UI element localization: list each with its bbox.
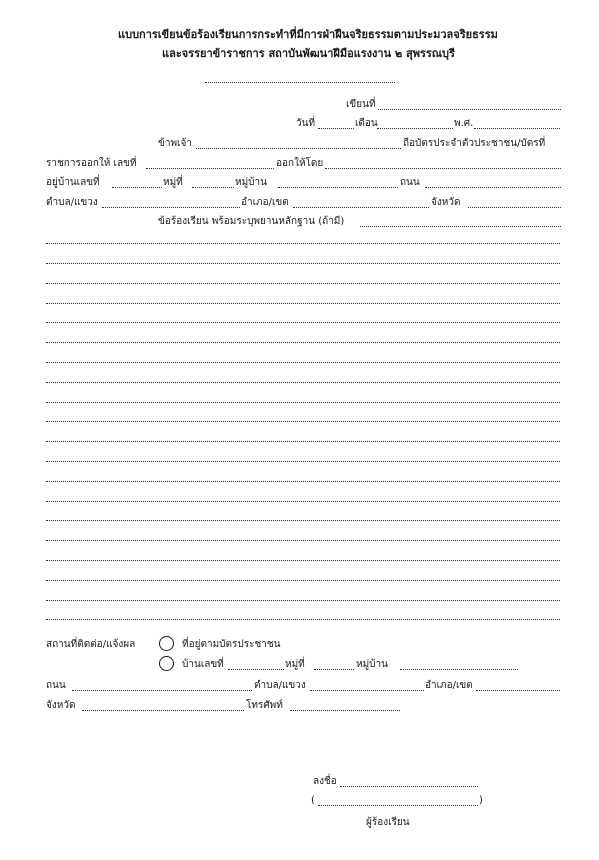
complainant-role: ผู้ร้องเรียน xyxy=(366,817,410,828)
year-label: พ.ศ. xyxy=(454,118,474,129)
contact-village-label: หมู่บ้าน xyxy=(356,659,388,670)
issued-by-field[interactable] xyxy=(325,168,561,169)
complaint-heading-field[interactable] xyxy=(360,226,561,227)
complaint-line[interactable] xyxy=(46,283,560,284)
complaint-line[interactable] xyxy=(46,540,560,541)
house-no-field[interactable] xyxy=(112,187,162,188)
complaint-line[interactable] xyxy=(46,481,560,482)
village-label: หมู่บ้าน xyxy=(235,177,267,188)
contact-subdistrict-field[interactable] xyxy=(310,690,424,691)
complaint-line[interactable] xyxy=(46,382,560,383)
contact-province-field[interactable] xyxy=(82,710,244,711)
day-label: วันที่ xyxy=(296,118,316,129)
contact-label: สถานที่ติดต่อ/แจ้งผล xyxy=(46,639,136,650)
contact-village-field[interactable] xyxy=(400,669,518,670)
issued-by-label: ออกให้โดย xyxy=(276,158,324,169)
contact-option1-label: ที่อยู่ตามบัตรประชาชน xyxy=(182,639,281,650)
contact-moo-label: หมู่ที่ xyxy=(285,659,305,670)
open-paren: ( xyxy=(311,795,315,806)
form-title-line1: แบบการเขียนข้อร้องเรียนการกระทำที่มีการฝ่าฝืนจริยธรรมตามประมวลจริยธรรม xyxy=(118,28,498,41)
contact-road-label: ถนน xyxy=(46,680,66,691)
form-title-line2: และจรรยาข้าราชการ สถาบันพัฒนาฝีมือแรงงาน ๒ สุพรรณบุรี xyxy=(162,47,455,60)
contact-phone-label: โทรศัพท์ xyxy=(246,700,283,711)
complaint-line[interactable] xyxy=(46,402,560,403)
road-field[interactable] xyxy=(425,187,561,188)
contact-road-field[interactable] xyxy=(72,690,252,691)
road-label: ถนน xyxy=(400,177,420,188)
printed-name-field[interactable] xyxy=(318,805,478,806)
complaint-heading: ข้อร้องเรียน พร้อมระบุพยานหลักฐาน (ถ้ามี) xyxy=(158,216,345,227)
house-no-label: อยู่บ้านเลขที่ xyxy=(46,177,100,188)
sign-label: ลงชื่อ xyxy=(313,776,337,787)
moo-label: หมู่ที่ xyxy=(163,177,183,188)
contact-house-no-field[interactable] xyxy=(228,669,284,670)
close-paren: ) xyxy=(479,795,483,806)
village-field[interactable] xyxy=(278,187,398,188)
complaint-line[interactable] xyxy=(46,580,560,581)
day-field[interactable] xyxy=(318,128,354,129)
title-underline xyxy=(205,82,395,83)
contact-district-field[interactable] xyxy=(476,690,560,691)
complaint-line[interactable] xyxy=(46,322,560,323)
district-label: อำเภอ/เขต xyxy=(241,197,289,208)
written-at-field[interactable] xyxy=(378,109,561,110)
complaint-line[interactable] xyxy=(46,560,560,561)
i-label: ข้าพเจ้า xyxy=(158,138,192,149)
radio-id-card-address[interactable] xyxy=(159,636,174,651)
complaint-line[interactable] xyxy=(46,362,560,363)
moo-field[interactable] xyxy=(192,187,234,188)
month-field[interactable] xyxy=(377,128,453,129)
subdistrict-field[interactable] xyxy=(102,207,240,208)
month-label: เดือน xyxy=(355,118,378,129)
complaint-line[interactable] xyxy=(46,619,560,620)
radio-other-address[interactable] xyxy=(159,656,174,671)
contact-subdistrict-label: ตำบล/แขวง xyxy=(254,680,306,691)
contact-district-label: อำเภอ/เขต xyxy=(425,680,473,691)
contact-phone-field[interactable] xyxy=(290,710,400,711)
complaint-line[interactable] xyxy=(46,501,560,502)
province-field[interactable] xyxy=(468,207,561,208)
id-number-field[interactable] xyxy=(146,168,274,169)
subdistrict-label: ตำบล/แขวง xyxy=(46,197,98,208)
name-field[interactable] xyxy=(196,148,401,149)
gov-issued-label: ราชการออกให้ เลขที่ xyxy=(46,158,137,169)
complaint-line[interactable] xyxy=(46,421,560,422)
complaint-line[interactable] xyxy=(46,342,560,343)
contact-option2-label: บ้านเลขที่ xyxy=(182,659,224,670)
complaint-line[interactable] xyxy=(46,303,560,304)
complaint-line[interactable] xyxy=(46,243,560,244)
written-at-label: เขียนที่ xyxy=(346,99,376,110)
complaint-line[interactable] xyxy=(46,520,560,521)
year-field[interactable] xyxy=(474,128,560,129)
complaint-line[interactable] xyxy=(46,461,560,462)
complaint-line[interactable] xyxy=(46,263,560,264)
holding-id-label: ถือบัตรประจำตัวประชาชน/บัตรที่ xyxy=(403,138,546,149)
complaint-line[interactable] xyxy=(46,441,560,442)
contact-province-label: จังหวัด xyxy=(46,700,76,711)
contact-moo-field[interactable] xyxy=(314,669,354,670)
signature-field[interactable] xyxy=(340,786,478,787)
district-field[interactable] xyxy=(293,207,429,208)
province-label: จังหวัด xyxy=(431,197,461,208)
complaint-line[interactable] xyxy=(46,600,560,601)
